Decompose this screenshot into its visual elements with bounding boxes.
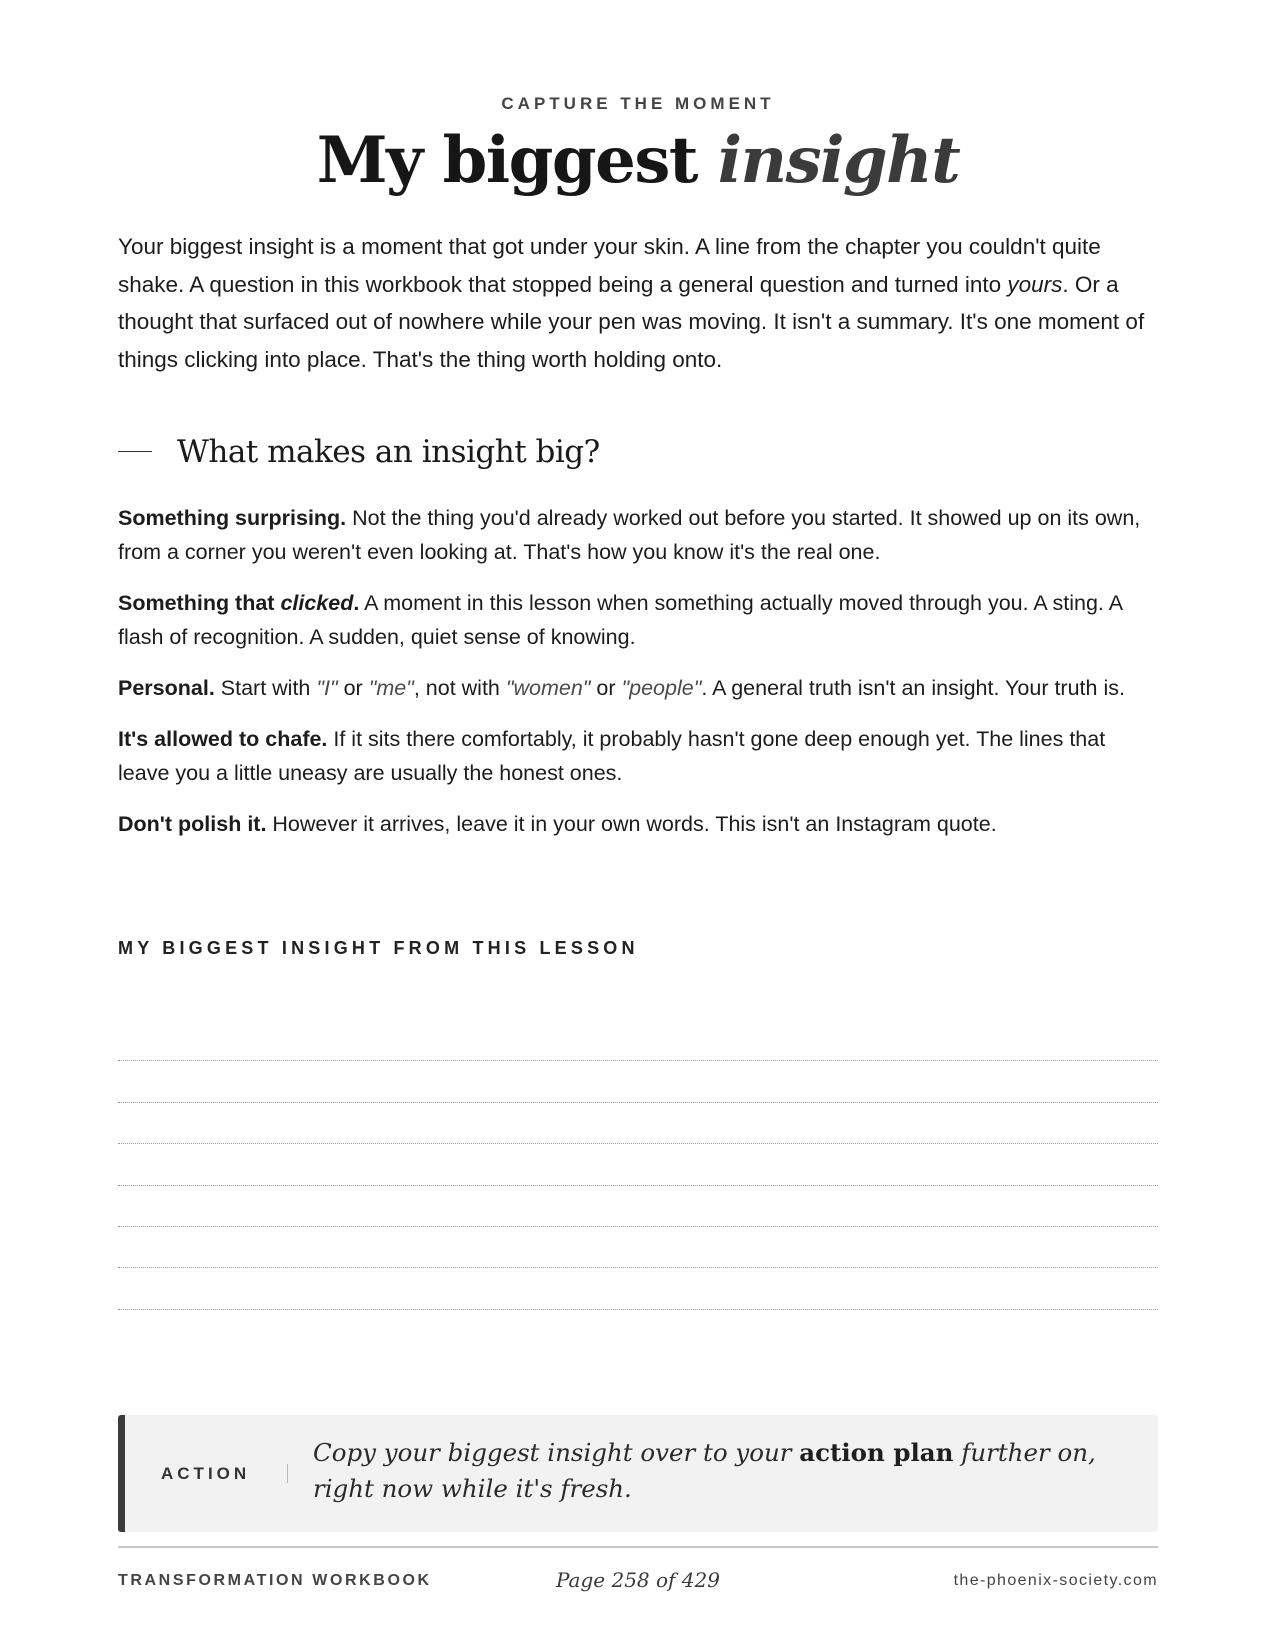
- intro-part-2: . Or a thought that surfaced out of nowhere while your pen was moving. It isn't a summary. It's one moment of things clicking into place. That's the thing worth holding onto.: [118, 271, 1145, 372]
- footer-workbook-title: TRANSFORMATION WORKBOOK: [118, 1572, 432, 1589]
- section-heading: [118, 430, 1158, 474]
- action-text-strong: action plan: [799, 1438, 954, 1467]
- title-main: My biggest: [316, 123, 718, 198]
- intro-paragraph: [118, 228, 1158, 378]
- criterion-text: However it arrives, leave it in your own words. This isn't an Instagram quote.: [266, 812, 997, 836]
- footer-divider: [118, 1546, 1158, 1548]
- quote-i: "I": [316, 676, 338, 700]
- action-text: [313, 1435, 1113, 1507]
- action-text-a: Copy your biggest insight over to your: [313, 1438, 800, 1467]
- title-emphasis: insight: [717, 123, 960, 198]
- criterion-text: A moment in this lesson when something actually moved through you. A sting. A flash of recognition. A sudden, quiet sense of knowing.: [118, 591, 1122, 649]
- criterion-chafe: [118, 722, 1158, 790]
- workbook-page: [118, 0, 1158, 1650]
- writing-lines[interactable]: [118, 1020, 1158, 1310]
- criterion-lead-b: .: [353, 591, 360, 615]
- page-footer: [118, 1568, 1158, 1598]
- quote-women: "women": [505, 676, 591, 700]
- writing-line[interactable]: [118, 1020, 1158, 1061]
- criterion-lead: Don't polish it.: [118, 812, 267, 836]
- quote-me: "me": [368, 676, 414, 700]
- criterion-text-3: , not with: [413, 676, 506, 700]
- intro-part-1: Your biggest insight is a moment that got under your skin. A line from the chapter you couldn't quite shake. A question in this workbook that stopped being a general question and turned into: [118, 234, 1101, 297]
- section-title: What makes an insight big?: [177, 434, 600, 470]
- action-divider: [287, 1464, 288, 1483]
- writing-line[interactable]: [118, 1061, 1158, 1102]
- action-text-b: further on, right now while it's fresh.: [313, 1438, 1096, 1503]
- writing-line[interactable]: [118, 1268, 1158, 1309]
- criterion-text-5: . A general truth isn't an insight. Your truth is.: [701, 676, 1125, 700]
- writing-line[interactable]: [118, 1227, 1158, 1268]
- writing-line[interactable]: [118, 1144, 1158, 1185]
- quote-people: "people": [621, 676, 702, 700]
- writing-area-label: MY BIGGEST INSIGHT FROM THIS LESSON: [118, 938, 639, 958]
- criterion-lead: Personal.: [118, 676, 215, 700]
- action-label: ACTION: [161, 1464, 251, 1483]
- criterion-text: If it sits there comfortably, it probably hasn't gone deep enough yet. The lines that leave you a little uneasy are usually the honest ones.: [118, 727, 1106, 785]
- criteria-list: [118, 501, 1158, 858]
- writing-line[interactable]: [118, 1186, 1158, 1227]
- criterion-text-2: or: [337, 676, 369, 700]
- writing-line[interactable]: [118, 1103, 1158, 1144]
- action-callout: [118, 1415, 1158, 1532]
- criterion-polish: [118, 807, 1158, 841]
- criterion-clicked: [118, 586, 1158, 654]
- footer-website: the-phoenix-society.com: [953, 1572, 1158, 1589]
- criterion-lead-a: Something that: [118, 591, 281, 615]
- page-title: [118, 118, 1158, 204]
- criterion-text: Not the thing you'd already worked out before you started. It showed up on its own, from a corner you weren't even looking at. That's how you know it's the real one.: [118, 506, 1141, 564]
- criterion-text-1: Start with: [214, 676, 317, 700]
- criterion-personal: [118, 671, 1158, 705]
- section-dash: [118, 451, 152, 452]
- intro-italic: yours: [1007, 271, 1063, 297]
- footer-page-number: Page 258 of 429: [556, 1568, 720, 1592]
- criterion-surprising: [118, 501, 1158, 569]
- eyebrow-label: CAPTURE THE MOMENT: [501, 94, 775, 113]
- criterion-lead: It's allowed to chafe.: [118, 727, 328, 751]
- criterion-text-4: or: [590, 676, 622, 700]
- criterion-lead: Something surprising.: [118, 506, 347, 530]
- criterion-lead: [118, 591, 359, 615]
- criterion-lead-italic: clicked: [280, 591, 354, 615]
